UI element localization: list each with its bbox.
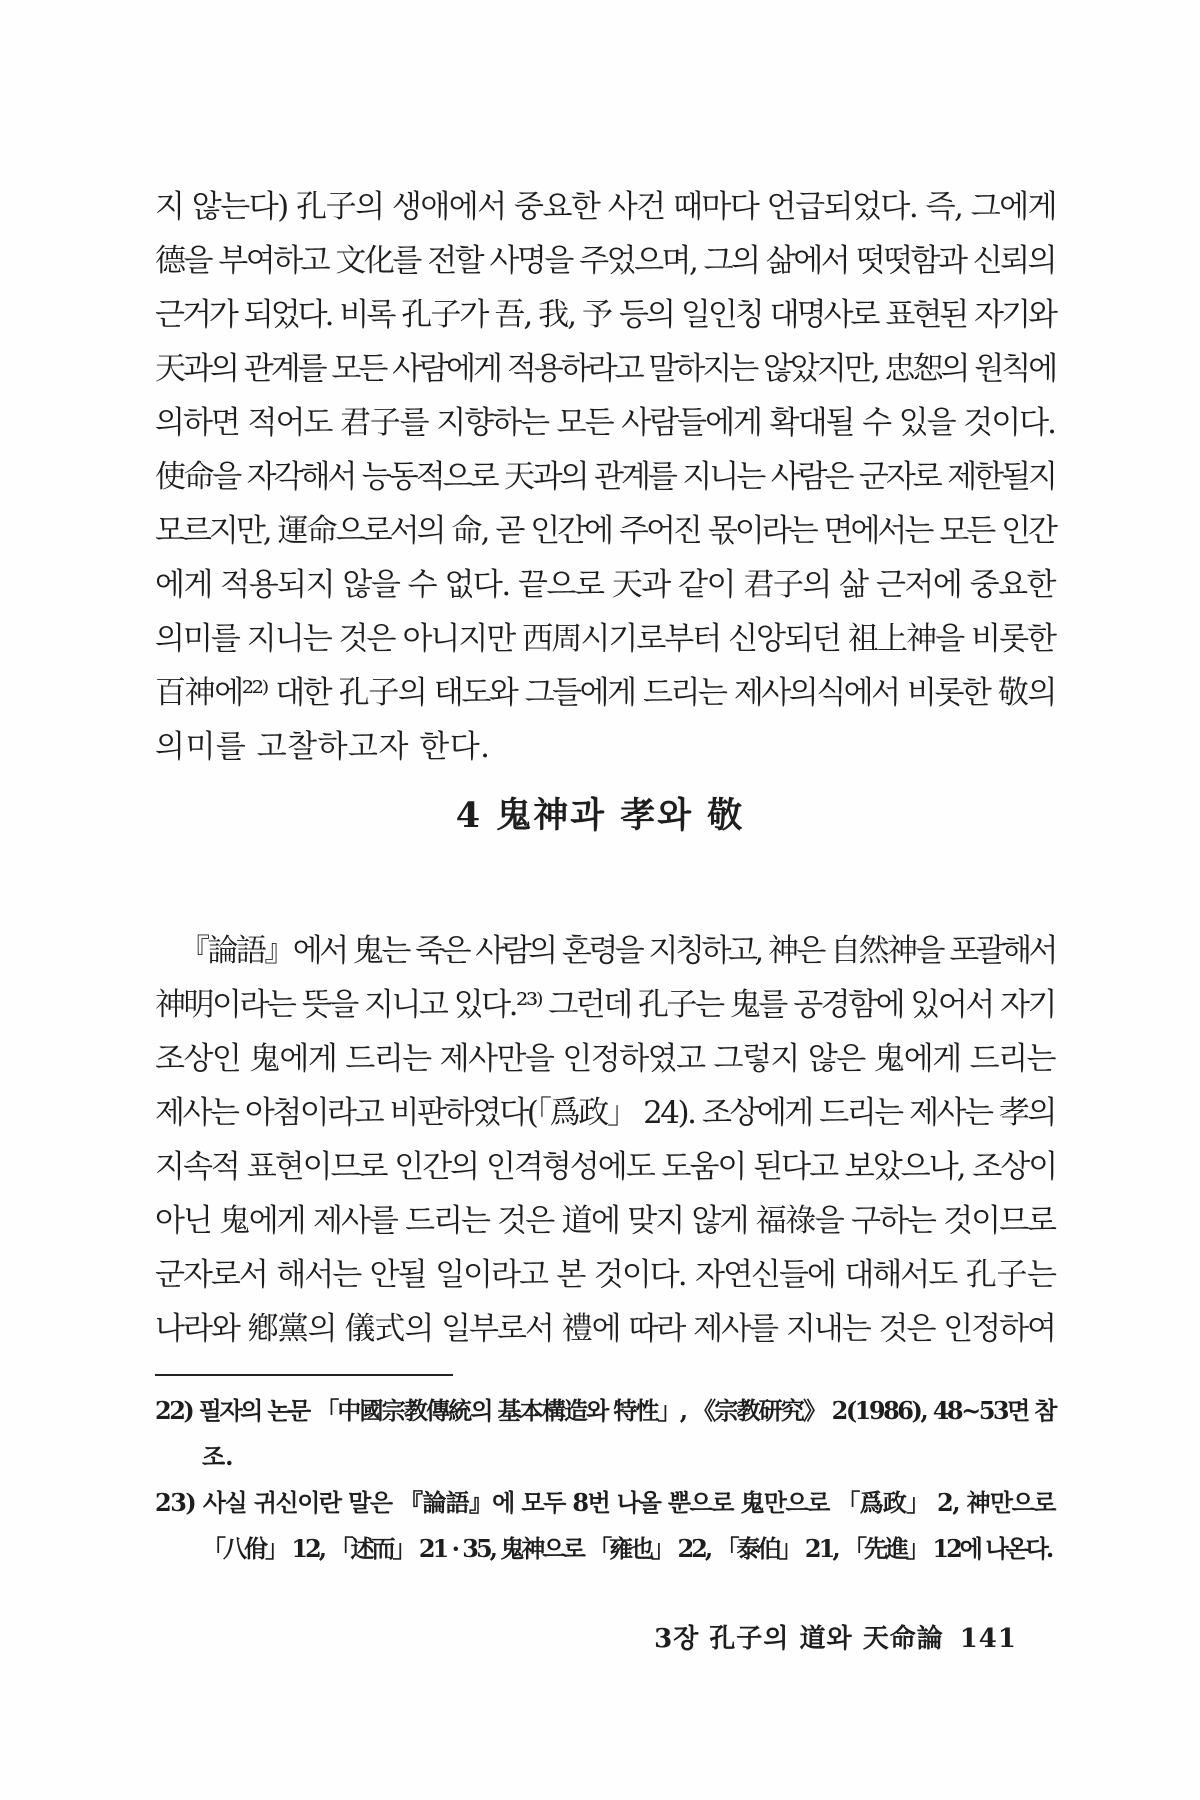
text-line: 아닌 鬼에게 제사를 드리는 것은 道에 맞지 않게 福祿을 구하는 것이므로: [155, 1203, 1055, 1239]
body-paragraph-2: [155, 924, 1055, 1356]
text-line: 제사는 아첨이라고 비판하였다(「爲政」 24). 조상에게 드리는 제사는 孝의: [155, 1095, 1055, 1131]
text-line: 에게 적용되지 않을 수 없다. 끝으로 天과 같이 君子의 삶 근저에 중요한: [155, 567, 1055, 603]
footnote-23-continuation: 「八佾」 12, 「述而」 21 · 35, 鬼神으로 「雍也」 22, 「泰伯」 21, 「先進」 12에 나온다.: [202, 1534, 1052, 1563]
footnote-23-line: 23) 사실 귀신이란 말은 『論語』에 모두 8번 나올 뿐으로 鬼만으로 「爲政」 2, 神만으로: [155, 1488, 1055, 1517]
text-line: 德을 부여하고 文化를 전할 사명을 주었으며, 그의 삶에서 떳떳함과 신뢰의: [155, 243, 1056, 279]
footnote-divider: [155, 1374, 453, 1376]
text-line: 神明이라는 뜻을 지니고 있다.²³⁾ 그런데 孔子는 鬼를 공경함에 있어서 자기: [155, 987, 1055, 1023]
text-line: 百神에²²⁾ 대한 孔子의 태도와 그들에게 드리는 제사의식에서 비롯한 敬의: [155, 675, 1055, 711]
text-line: 天과의 관계를 모든 사람에게 적용하라고 말하지는 않았지만, 忠恕의 원칙에: [155, 351, 1056, 387]
text-line: 지속적 표현이므로 인간의 인격형성에도 도움이 된다고 보았으나, 조상이: [155, 1149, 1057, 1185]
section-heading: 4 鬼神과 孝와 敬: [455, 795, 745, 836]
text-line: 근거가 되었다. 비록 孔子가 吾, 我, 予 등의 일인칭 대명사로 표현된 자기와: [155, 297, 1055, 333]
footnotes: [155, 1388, 1055, 1572]
running-footer: [654, 1618, 1017, 1655]
chapter-title: 3장 孔子의 道와 天命論: [654, 1624, 944, 1654]
text-line: 군자로서 해서는 안될 일이라고 본 것이다. 자연신들에 대해서도 孔子는: [155, 1257, 1055, 1293]
text-line: 의미를 지니는 것은 아니지만 西周시기로부터 신앙되던 祖上神을 비롯한: [155, 621, 1055, 657]
text-line: 使命을 자각해서 능동적으로 天과의 관계를 지니는 사람은 군자로 제한될지: [155, 459, 1055, 495]
text-line: 조상인 鬼에게 드리는 제사만을 인정하였고 그렇지 않은 鬼에게 드리는: [155, 1041, 1055, 1077]
text-line: 모르지만, 運命으로서의 命, 곧 인간에 주어진 몫이라는 면에서는 모든 인간: [155, 513, 1055, 549]
footnote-22-line: 22) 필자의 논문 「中國宗教傳統의 基本構造와 特性」, 《宗教研究》 2(1986), 48~53면 참: [155, 1396, 1055, 1425]
footnote-22-continuation: 조.: [202, 1442, 234, 1471]
text-line: 의하면 적어도 君子를 지향하는 모든 사람들에게 확대될 수 있을 것이다.: [155, 405, 1055, 441]
text-line: 의미를 고찰하고자 한다.: [155, 729, 491, 765]
body-paragraph-1: [155, 180, 1055, 774]
text-line: 『論語』에서 鬼는 죽은 사람의 혼령을 지칭하고, 神은 自然神을 포괄해서: [179, 933, 1055, 969]
text-line: 나라와 鄕黨의 儀式의 일부로서 禮에 따라 제사를 지내는 것은 인정하여: [155, 1311, 1055, 1347]
text-line: 지 않는다) 孔子의 생애에서 중요한 사건 때마다 언급되었다. 즉, 그에게: [155, 189, 1057, 225]
page-number: 141: [959, 1624, 1017, 1654]
